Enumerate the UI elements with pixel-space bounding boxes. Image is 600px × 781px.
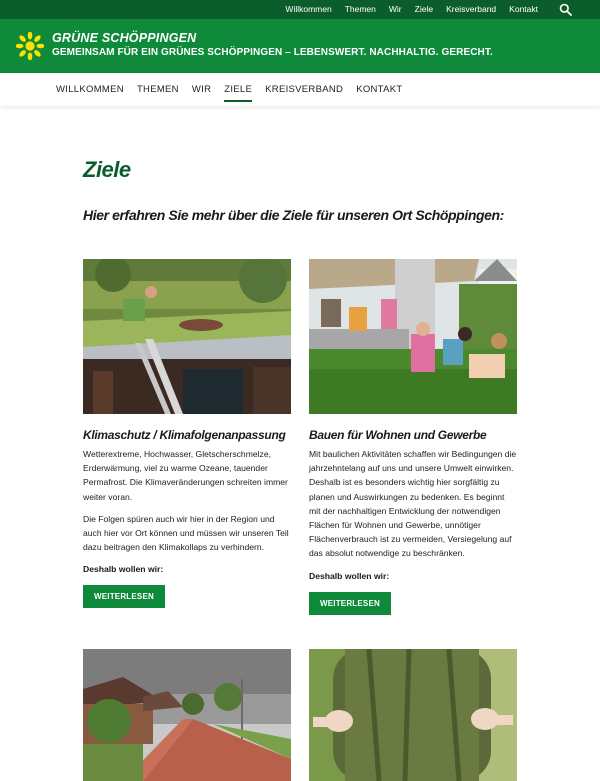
site-tagline: GEMEINSAM FÜR EIN GRÜNES SCHÖPPINGEN – LEBENSWERT. NACHHALTIG. GERECHT. (52, 47, 493, 58)
nav-item-ziele[interactable]: ZIELE (224, 73, 252, 106)
card-paragraph: Mit baulichen Aktivitäten schaffen wir Bedingungen die jahrzehntelang auf uns und unsere Umwelt einwirken. Deshalb ist es besonders wichtig hier sorgfältig zu planen und Auswirkungen zu bedenken. Es beginnt mit der nachhaltigen Entwicklung der notwendigen Flächen für Wohnen und Gewerbe, unnötiger Flächenverbrauch ist zu vermeiden, Versiegelung auf das absolut notwendige zu beschränken. (309, 449, 517, 559)
brand-header (0, 19, 600, 73)
goal-card-bauen (309, 259, 517, 615)
sunflower-icon[interactable] (16, 32, 44, 60)
card-paragraph: Die Folgen spüren auch wir hier in der Region und auch hier vor Ort können und müssen wir unseren Teil dazu beitragen den Klimakollaps zu verhindern. (83, 513, 289, 553)
card-lead: Deshalb wollen wir: (309, 570, 390, 581)
read-more-button[interactable]: WEITERLESEN (83, 585, 165, 608)
card-heading: Bauen für Wohnen und Gewerbe (309, 428, 487, 442)
top-link-willkommen[interactable]: Willkommen (285, 4, 332, 14)
card-heading: Klimaschutz / Klimafolgenanpassung (83, 428, 286, 442)
nav-item-kontakt[interactable]: KONTAKT (356, 84, 403, 95)
page-title: Ziele (83, 157, 131, 182)
top-link-wir[interactable]: Wir (388, 4, 402, 14)
top-link-kontakt[interactable]: Kontakt (509, 4, 538, 14)
nav-item-themen[interactable]: THEMEN (136, 84, 179, 95)
top-link-kreisverband[interactable]: Kreisverband (446, 4, 497, 14)
card-lead: Deshalb wollen wir: (83, 564, 164, 575)
nav-item-kreisverband[interactable]: KREISVERBAND (265, 84, 344, 95)
goal-card-klimaschutz (83, 259, 291, 608)
goal-card-tree (309, 649, 517, 781)
site-title[interactable]: GRÜNE SCHÖPPINGEN (52, 31, 197, 45)
top-links (272, 0, 538, 19)
nav-item-willkommen[interactable]: WILLKOMMEN (56, 84, 124, 95)
green-roof-photo (83, 259, 291, 414)
page-intro: Hier erfahren Sie mehr über die Ziele für unseren Ort Schöppingen: (83, 207, 504, 223)
card-paragraph: Wetterextreme, Hochwasser, Gletscherschmelze, Erderwärmung, viel zu warme Ozeane, tauender Permafrost. Die Klimaveränderungen schreiten immer weiter voran. (83, 449, 288, 502)
main-nav (0, 73, 600, 106)
top-link-themen[interactable]: Themen (344, 4, 376, 14)
top-utility-bar (0, 0, 600, 19)
top-link-ziele[interactable]: Ziele (414, 4, 434, 14)
read-more-button[interactable]: WEITERLESEN (309, 592, 391, 615)
search-icon[interactable] (559, 3, 572, 16)
garden-house-photo (309, 259, 517, 414)
goal-card-street (83, 649, 291, 781)
street-photo (83, 649, 291, 781)
nav-item-wir[interactable]: WIR (191, 84, 212, 95)
tree-hug-photo (309, 649, 517, 781)
